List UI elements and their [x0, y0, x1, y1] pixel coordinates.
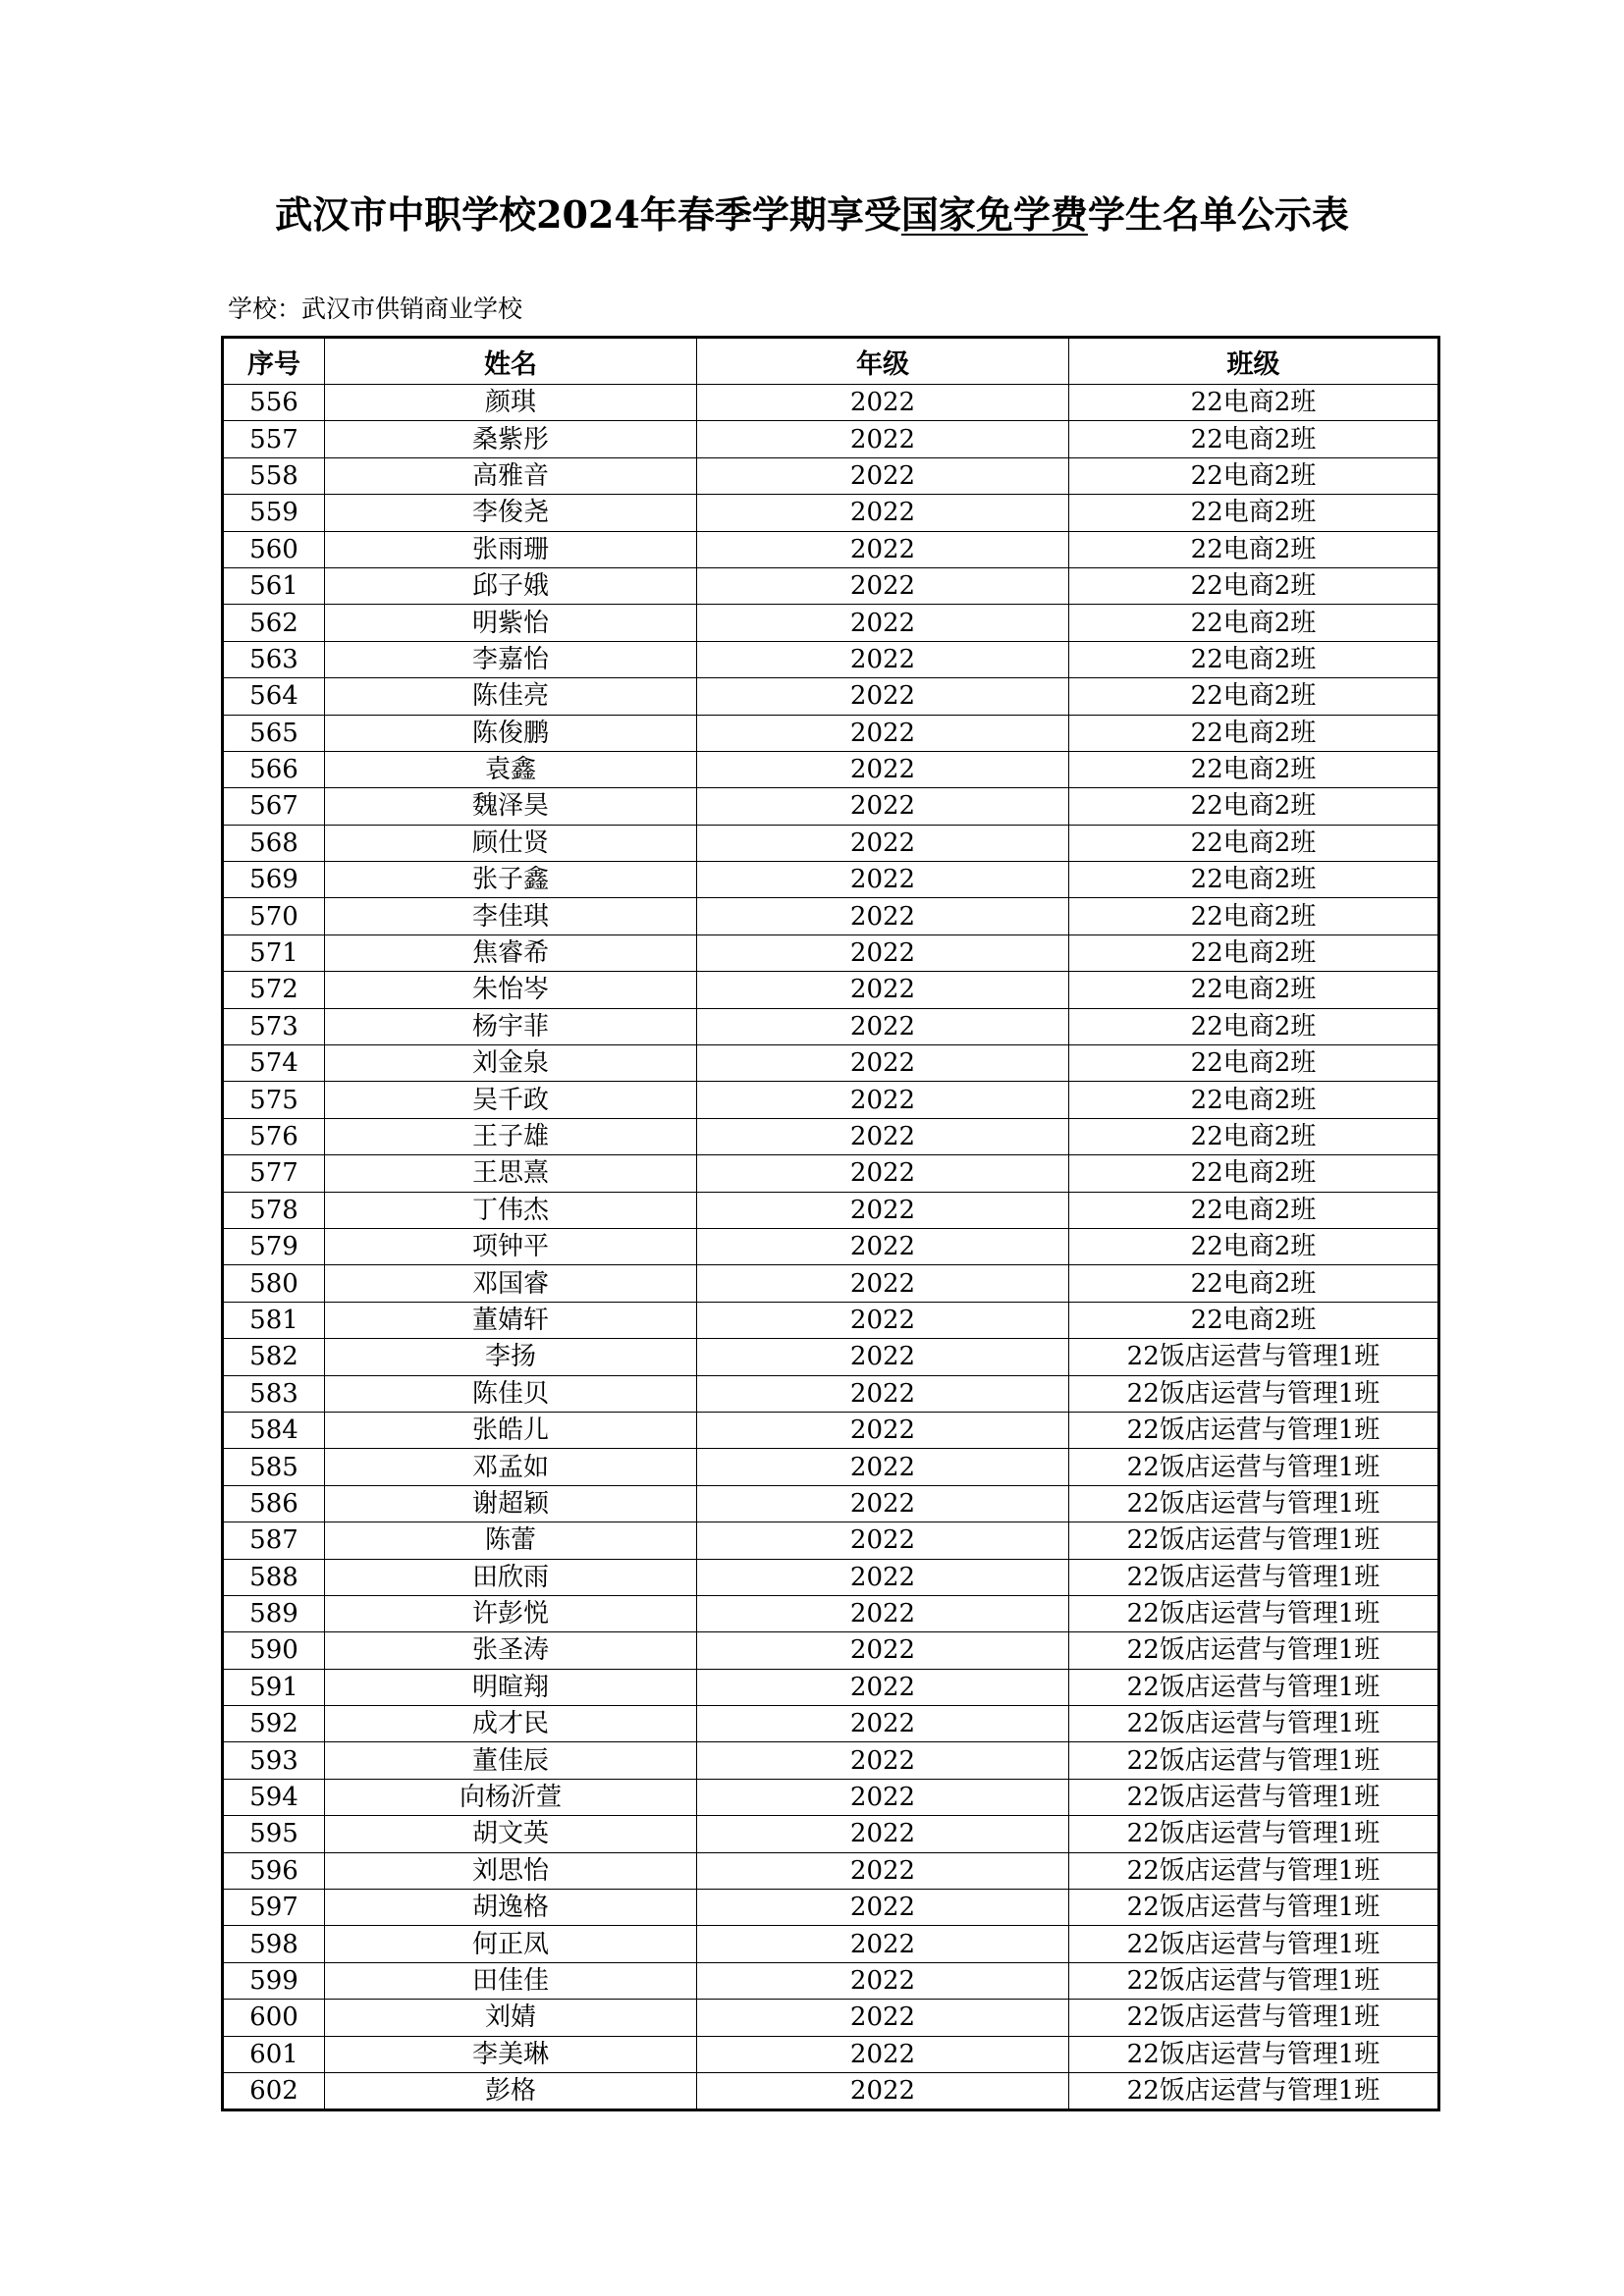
table-row	[223, 1449, 1439, 1485]
cell-name: 颜琪	[325, 385, 697, 421]
cell-seq: 584	[223, 1412, 325, 1448]
cell-grade: 2022	[697, 1302, 1069, 1338]
table-row	[223, 1779, 1439, 1815]
cell-seq: 557	[223, 421, 325, 457]
cell-class: 22饭店运营与管理1班	[1069, 1890, 1439, 1926]
cell-class: 22饭店运营与管理1班	[1069, 1375, 1439, 1412]
cell-class: 22饭店运营与管理1班	[1069, 1669, 1439, 1705]
cell-seq: 585	[223, 1449, 325, 1485]
cell-name: 陈蕾	[325, 1522, 697, 1559]
cell-class: 22电商2班	[1069, 531, 1439, 567]
table-row	[223, 2000, 1439, 2036]
cell-grade: 2022	[697, 1852, 1069, 1889]
cell-name: 胡文英	[325, 1816, 697, 1852]
table-row	[223, 862, 1439, 898]
cell-grade: 2022	[697, 862, 1069, 898]
cell-class: 22电商2班	[1069, 457, 1439, 494]
cell-class: 22电商2班	[1069, 825, 1439, 861]
cell-seq: 569	[223, 862, 325, 898]
cell-name: 朱怡岑	[325, 972, 697, 1008]
header-name: 姓名	[325, 338, 697, 385]
table-row	[223, 1706, 1439, 1742]
cell-seq: 561	[223, 567, 325, 604]
cell-name: 刘婧	[325, 2000, 697, 2036]
cell-class: 22饭店运营与管理1班	[1069, 1962, 1439, 1999]
table-row	[223, 1816, 1439, 1852]
cell-class: 22饭店运营与管理1班	[1069, 1632, 1439, 1669]
cell-class: 22饭店运营与管理1班	[1069, 1412, 1439, 1448]
header-seq: 序号	[223, 338, 325, 385]
cell-grade: 2022	[697, 567, 1069, 604]
cell-name: 明紫怡	[325, 605, 697, 641]
cell-seq: 588	[223, 1559, 325, 1595]
cell-class: 22电商2班	[1069, 1228, 1439, 1264]
table-row	[223, 1302, 1439, 1338]
table-row	[223, 1375, 1439, 1412]
cell-name: 桑紫彤	[325, 421, 697, 457]
table-row	[223, 1890, 1439, 1926]
cell-grade: 2022	[697, 1890, 1069, 1926]
cell-name: 董佳辰	[325, 1742, 697, 1779]
cell-class: 22电商2班	[1069, 495, 1439, 531]
cell-grade: 2022	[697, 1082, 1069, 1118]
cell-grade: 2022	[697, 1742, 1069, 1779]
cell-seq: 559	[223, 495, 325, 531]
cell-name: 董婧轩	[325, 1302, 697, 1338]
cell-name: 李美琳	[325, 2036, 697, 2072]
cell-class: 22电商2班	[1069, 567, 1439, 604]
cell-grade: 2022	[697, 751, 1069, 787]
table-row	[223, 1669, 1439, 1705]
cell-grade: 2022	[697, 2072, 1069, 2109]
cell-name: 李佳琪	[325, 898, 697, 934]
table-row	[223, 1228, 1439, 1264]
cell-class: 22饭店运营与管理1班	[1069, 1449, 1439, 1485]
cell-class: 22电商2班	[1069, 715, 1439, 751]
cell-grade: 2022	[697, 1045, 1069, 1082]
cell-seq: 575	[223, 1082, 325, 1118]
cell-name: 田佳佳	[325, 1962, 697, 1999]
cell-seq: 596	[223, 1852, 325, 1889]
cell-seq: 577	[223, 1155, 325, 1192]
cell-class: 22电商2班	[1069, 385, 1439, 421]
cell-grade: 2022	[697, 1118, 1069, 1154]
cell-seq: 574	[223, 1045, 325, 1082]
table-row	[223, 1485, 1439, 1522]
cell-class: 22电商2班	[1069, 751, 1439, 787]
cell-name: 项钟平	[325, 1228, 697, 1264]
cell-name: 袁鑫	[325, 751, 697, 787]
cell-class: 22电商2班	[1069, 898, 1439, 934]
cell-name: 胡逸格	[325, 1890, 697, 1926]
cell-name: 谢超颖	[325, 1485, 697, 1522]
cell-grade: 2022	[697, 1779, 1069, 1815]
cell-seq: 571	[223, 934, 325, 971]
cell-grade: 2022	[697, 1485, 1069, 1522]
cell-name: 田欣雨	[325, 1559, 697, 1595]
cell-name: 焦睿希	[325, 934, 697, 971]
cell-grade: 2022	[697, 1008, 1069, 1044]
cell-seq: 570	[223, 898, 325, 934]
cell-name: 张雨珊	[325, 531, 697, 567]
cell-seq: 602	[223, 2072, 325, 2109]
cell-grade: 2022	[697, 1962, 1069, 1999]
table-row	[223, 1192, 1439, 1228]
cell-name: 邓国睿	[325, 1265, 697, 1302]
cell-grade: 2022	[697, 1816, 1069, 1852]
cell-class: 22电商2班	[1069, 1008, 1439, 1044]
cell-grade: 2022	[697, 531, 1069, 567]
cell-name: 何正凤	[325, 1926, 697, 1962]
cell-class: 22饭店运营与管理1班	[1069, 1339, 1439, 1375]
table-row	[223, 567, 1439, 604]
table-row	[223, 678, 1439, 715]
title-prefix: 武汉市中职学校2024年春季学期享受	[275, 192, 901, 237]
table-row	[223, 1559, 1439, 1595]
cell-seq: 601	[223, 2036, 325, 2072]
cell-grade: 2022	[697, 1669, 1069, 1705]
cell-class: 22电商2班	[1069, 1118, 1439, 1154]
cell-seq: 568	[223, 825, 325, 861]
table-row	[223, 1045, 1439, 1082]
title-suffix: 学生名单公示表	[1087, 192, 1349, 237]
table-row	[223, 1852, 1439, 1889]
cell-class: 22饭店运营与管理1班	[1069, 1522, 1439, 1559]
cell-grade: 2022	[697, 788, 1069, 825]
cell-seq: 566	[223, 751, 325, 787]
cell-seq: 564	[223, 678, 325, 715]
cell-class: 22电商2班	[1069, 862, 1439, 898]
cell-grade: 2022	[697, 1412, 1069, 1448]
table-row	[223, 825, 1439, 861]
cell-class: 22电商2班	[1069, 1082, 1439, 1118]
cell-name: 刘金泉	[325, 1045, 697, 1082]
cell-class: 22电商2班	[1069, 605, 1439, 641]
cell-name: 陈佳贝	[325, 1375, 697, 1412]
cell-name: 王子雄	[325, 1118, 697, 1154]
table-row	[223, 1008, 1439, 1044]
cell-name: 魏泽昊	[325, 788, 697, 825]
cell-seq: 587	[223, 1522, 325, 1559]
cell-name: 高雅音	[325, 457, 697, 494]
cell-class: 22电商2班	[1069, 421, 1439, 457]
table-row	[223, 457, 1439, 494]
cell-class: 22电商2班	[1069, 1155, 1439, 1192]
cell-grade: 2022	[697, 1595, 1069, 1631]
cell-name: 顾仕贤	[325, 825, 697, 861]
cell-grade: 2022	[697, 1559, 1069, 1595]
table-row	[223, 1742, 1439, 1779]
cell-grade: 2022	[697, 2036, 1069, 2072]
cell-class: 22饭店运营与管理1班	[1069, 1852, 1439, 1889]
cell-name: 李嘉怡	[325, 641, 697, 677]
table-row	[223, 972, 1439, 1008]
cell-class: 22电商2班	[1069, 1192, 1439, 1228]
table-row	[223, 1082, 1439, 1118]
cell-name: 邱子娥	[325, 567, 697, 604]
cell-grade: 2022	[697, 1155, 1069, 1192]
cell-seq: 594	[223, 1779, 325, 1815]
table-row	[223, 1118, 1439, 1154]
table-row	[223, 1962, 1439, 1999]
page-title	[0, 185, 1624, 239]
cell-grade: 2022	[697, 1192, 1069, 1228]
cell-name: 向杨沂萱	[325, 1779, 697, 1815]
cell-name: 成才民	[325, 1706, 697, 1742]
cell-class: 22饭店运营与管理1班	[1069, 1926, 1439, 1962]
cell-name: 丁伟杰	[325, 1192, 697, 1228]
cell-name: 王思熹	[325, 1155, 697, 1192]
cell-grade: 2022	[697, 457, 1069, 494]
table-row	[223, 788, 1439, 825]
cell-grade: 2022	[697, 825, 1069, 861]
cell-grade: 2022	[697, 1375, 1069, 1412]
table-row	[223, 531, 1439, 567]
cell-seq: 556	[223, 385, 325, 421]
table-row	[223, 1155, 1439, 1192]
cell-class: 22电商2班	[1069, 972, 1439, 1008]
cell-grade: 2022	[697, 421, 1069, 457]
cell-seq: 567	[223, 788, 325, 825]
cell-grade: 2022	[697, 641, 1069, 677]
cell-grade: 2022	[697, 934, 1069, 971]
cell-seq: 599	[223, 1962, 325, 1999]
cell-grade: 2022	[697, 1706, 1069, 1742]
cell-grade: 2022	[697, 1265, 1069, 1302]
header-class: 班级	[1069, 338, 1439, 385]
cell-class: 22饭店运营与管理1班	[1069, 1559, 1439, 1595]
cell-class: 22电商2班	[1069, 1265, 1439, 1302]
cell-grade: 2022	[697, 1632, 1069, 1669]
cell-name: 张子鑫	[325, 862, 697, 898]
cell-name: 邓孟如	[325, 1449, 697, 1485]
cell-seq: 593	[223, 1742, 325, 1779]
cell-name: 张圣涛	[325, 1632, 697, 1669]
cell-name: 杨宇菲	[325, 1008, 697, 1044]
table-row	[223, 898, 1439, 934]
cell-seq: 583	[223, 1375, 325, 1412]
cell-name: 陈俊鹏	[325, 715, 697, 751]
cell-seq: 572	[223, 972, 325, 1008]
cell-class: 22饭店运营与管理1班	[1069, 1742, 1439, 1779]
cell-name: 吴千政	[325, 1082, 697, 1118]
cell-seq: 580	[223, 1265, 325, 1302]
table-row	[223, 1926, 1439, 1962]
cell-grade: 2022	[697, 495, 1069, 531]
table-row	[223, 1265, 1439, 1302]
cell-grade: 2022	[697, 972, 1069, 1008]
cell-grade: 2022	[697, 1449, 1069, 1485]
header-grade: 年级	[697, 338, 1069, 385]
cell-class: 22饭店运营与管理1班	[1069, 2000, 1439, 2036]
cell-seq: 590	[223, 1632, 325, 1669]
cell-grade: 2022	[697, 715, 1069, 751]
cell-class: 22电商2班	[1069, 788, 1439, 825]
cell-name: 张皓儿	[325, 1412, 697, 1448]
cell-seq: 592	[223, 1706, 325, 1742]
cell-class: 22饭店运营与管理1班	[1069, 1485, 1439, 1522]
cell-seq: 591	[223, 1669, 325, 1705]
cell-grade: 2022	[697, 385, 1069, 421]
cell-grade: 2022	[697, 1228, 1069, 1264]
table-row	[223, 934, 1439, 971]
cell-seq: 562	[223, 605, 325, 641]
table-row	[223, 1339, 1439, 1375]
table-row	[223, 715, 1439, 751]
cell-class: 22电商2班	[1069, 1045, 1439, 1082]
cell-grade: 2022	[697, 898, 1069, 934]
title-underlined: 国家免学费	[900, 192, 1088, 237]
cell-seq: 600	[223, 2000, 325, 2036]
table-row	[223, 1595, 1439, 1631]
cell-seq: 579	[223, 1228, 325, 1264]
cell-class: 22饭店运营与管理1班	[1069, 1595, 1439, 1631]
cell-seq: 598	[223, 1926, 325, 1962]
cell-grade: 2022	[697, 2000, 1069, 2036]
cell-seq: 578	[223, 1192, 325, 1228]
cell-class: 22电商2班	[1069, 678, 1439, 715]
table-row	[223, 385, 1439, 421]
table-row	[223, 1522, 1439, 1559]
cell-seq: 573	[223, 1008, 325, 1044]
cell-grade: 2022	[697, 605, 1069, 641]
cell-seq: 582	[223, 1339, 325, 1375]
cell-seq: 565	[223, 715, 325, 751]
table-row	[223, 1632, 1439, 1669]
cell-class: 22饭店运营与管理1班	[1069, 1779, 1439, 1815]
cell-grade: 2022	[697, 1522, 1069, 1559]
cell-grade: 2022	[697, 1926, 1069, 1962]
school-line: 学校：武汉市供销商业学校	[228, 294, 523, 323]
cell-name: 彭格	[325, 2072, 697, 2109]
cell-seq: 563	[223, 641, 325, 677]
cell-class: 22饭店运营与管理1班	[1069, 1816, 1439, 1852]
cell-name: 明暄翔	[325, 1669, 697, 1705]
cell-seq: 558	[223, 457, 325, 494]
cell-class: 22饭店运营与管理1班	[1069, 2072, 1439, 2109]
table-row	[223, 641, 1439, 677]
cell-seq: 576	[223, 1118, 325, 1154]
table-row	[223, 2072, 1439, 2109]
table-row	[223, 605, 1439, 641]
cell-class: 22电商2班	[1069, 641, 1439, 677]
cell-name: 李俊尧	[325, 495, 697, 531]
cell-name: 许彭悦	[325, 1595, 697, 1631]
table-row	[223, 751, 1439, 787]
cell-class: 22饭店运营与管理1班	[1069, 1706, 1439, 1742]
table-row	[223, 1412, 1439, 1448]
cell-name: 刘思怡	[325, 1852, 697, 1889]
cell-seq: 560	[223, 531, 325, 567]
cell-grade: 2022	[697, 678, 1069, 715]
table-row	[223, 2036, 1439, 2072]
cell-seq: 586	[223, 1485, 325, 1522]
cell-name: 陈佳亮	[325, 678, 697, 715]
cell-class: 22电商2班	[1069, 934, 1439, 971]
cell-seq: 589	[223, 1595, 325, 1631]
table-header-row	[223, 338, 1439, 385]
cell-seq: 595	[223, 1816, 325, 1852]
cell-class: 22饭店运营与管理1班	[1069, 2036, 1439, 2072]
table-row	[223, 495, 1439, 531]
cell-seq: 597	[223, 1890, 325, 1926]
cell-grade: 2022	[697, 1339, 1069, 1375]
student-table	[221, 336, 1440, 2111]
cell-name: 李扬	[325, 1339, 697, 1375]
cell-seq: 581	[223, 1302, 325, 1338]
cell-class: 22电商2班	[1069, 1302, 1439, 1338]
table-row	[223, 421, 1439, 457]
